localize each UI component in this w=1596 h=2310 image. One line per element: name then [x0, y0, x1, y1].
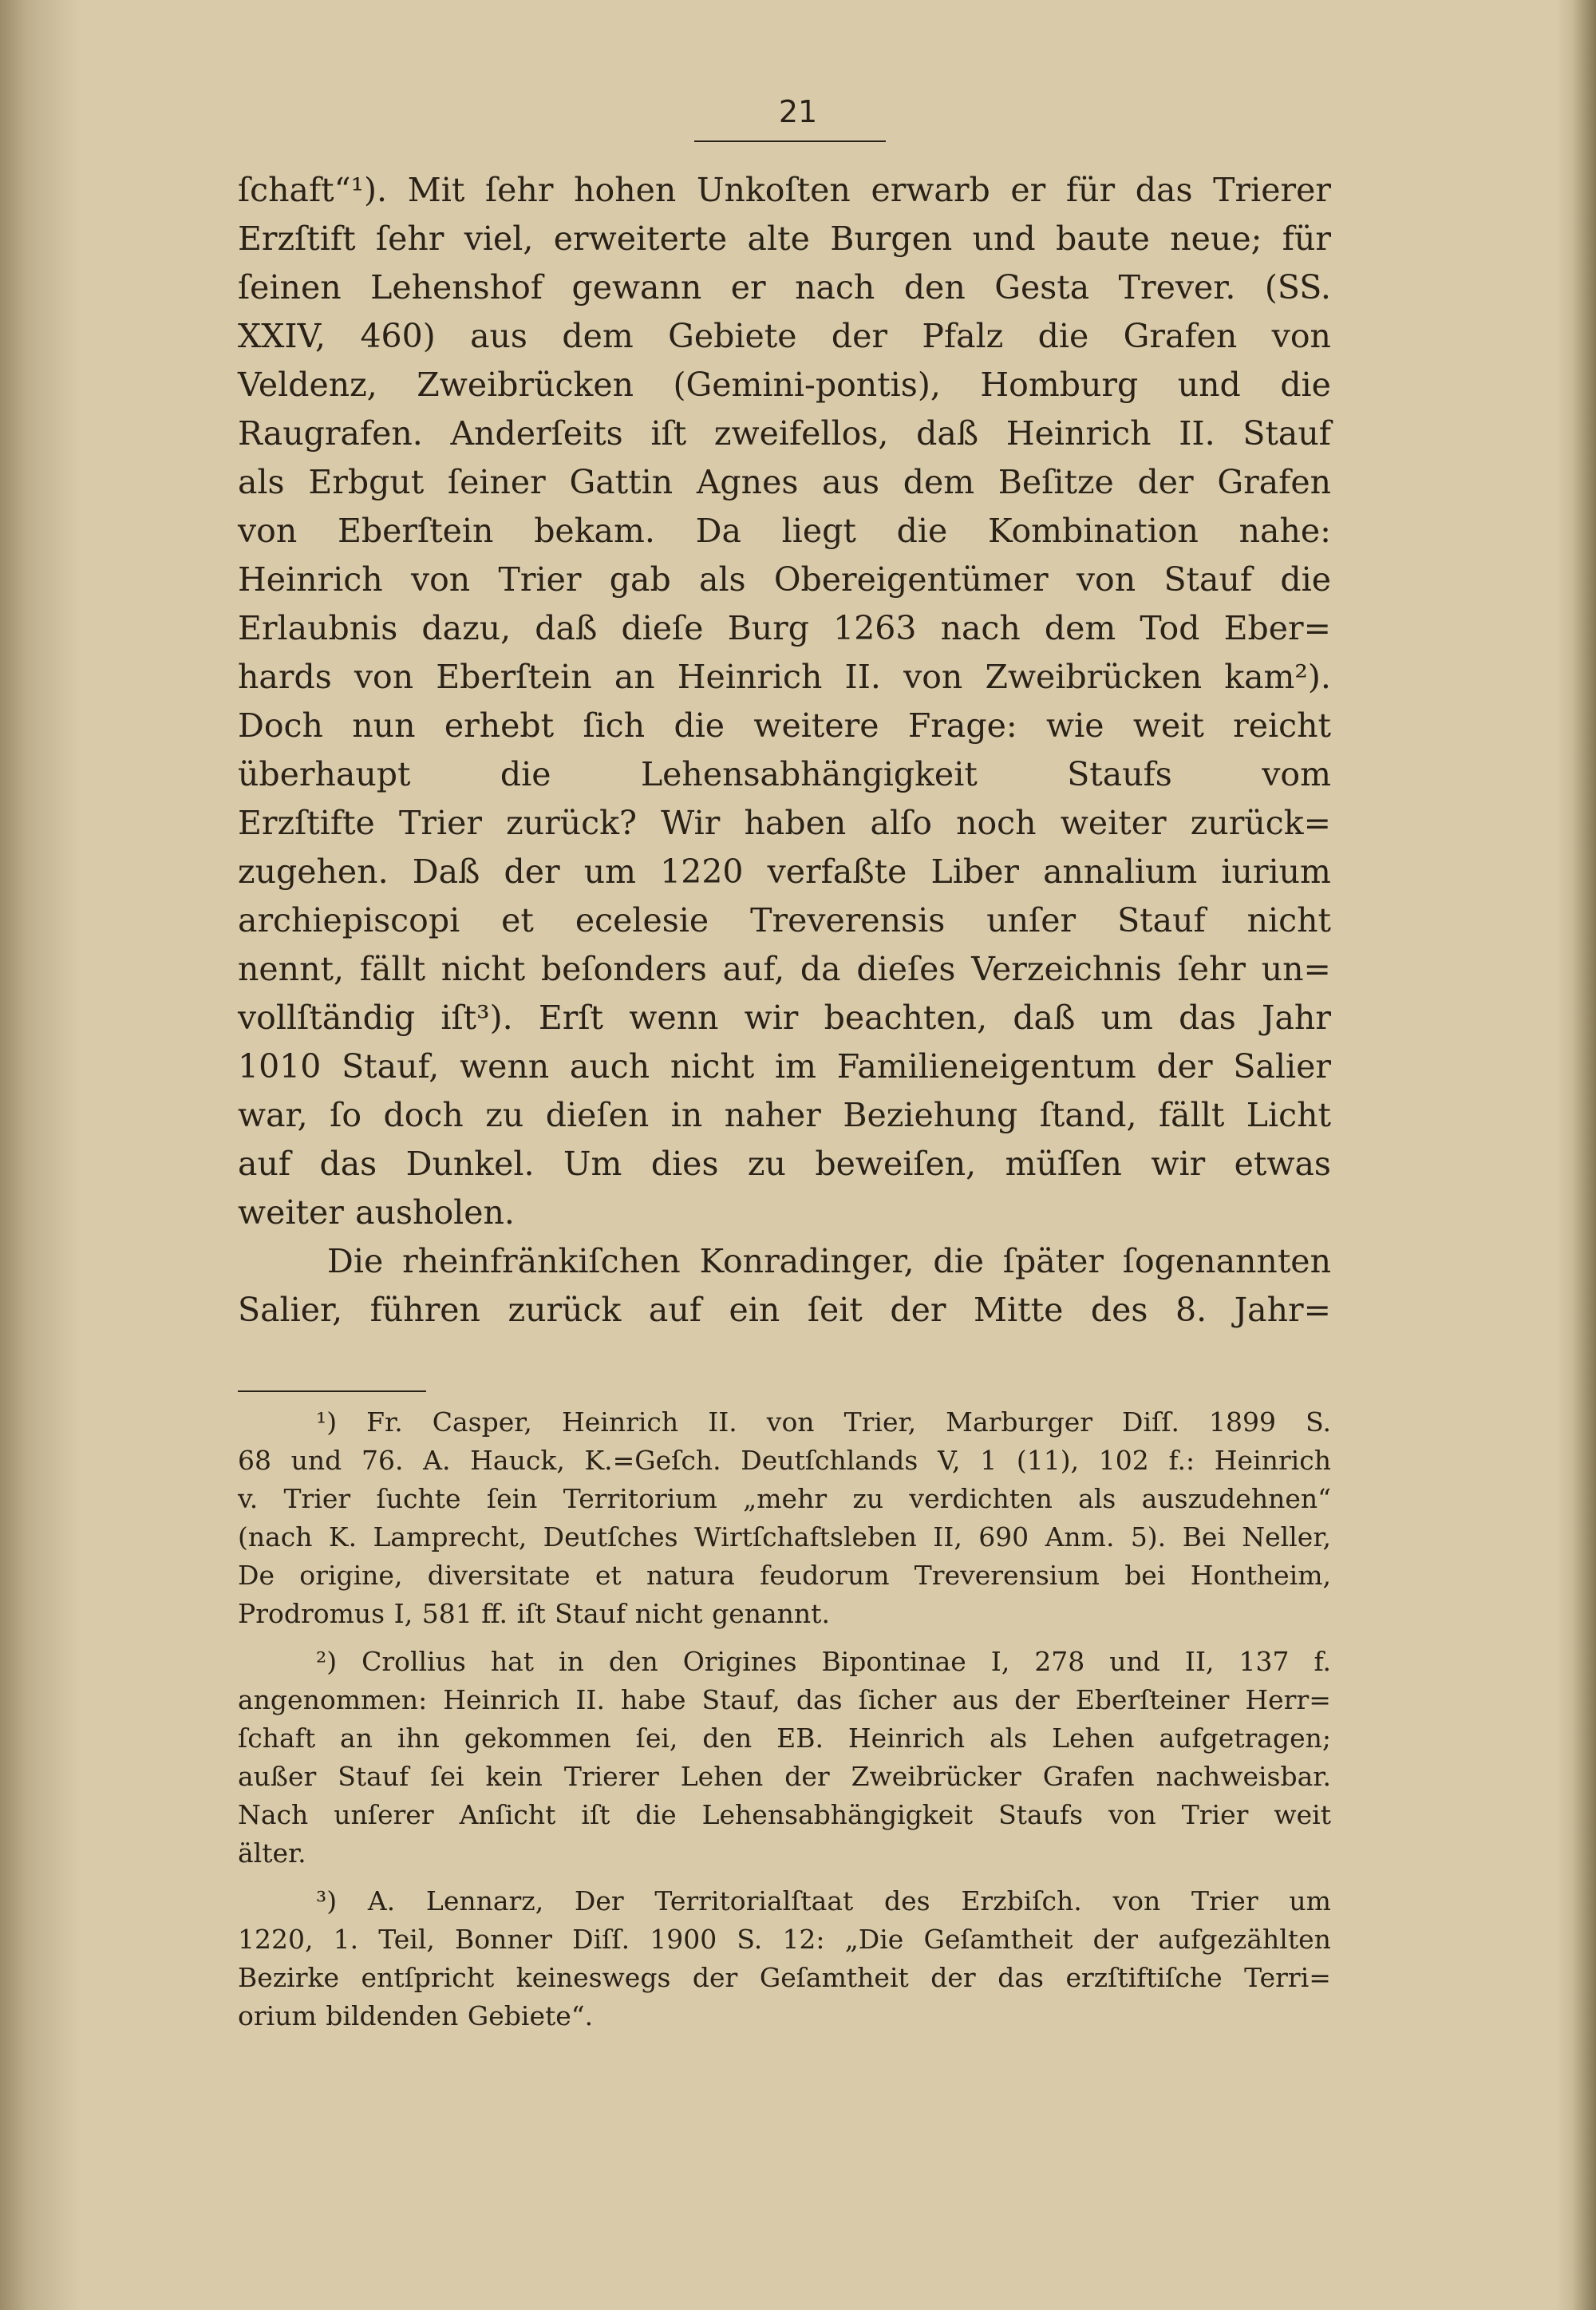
footnote-separator — [238, 1390, 426, 1392]
footnote-3-line: 1220, 1. Teil, Bonner Diſſ. 1900 S. 12: „Die Geſamtheit der aufgezählten — [238, 1924, 1331, 1955]
footnote-3-line: orium bildenden Gebiete“. — [238, 2000, 594, 2031]
text-line: auf das Dunkel. Um dies zu beweiſen, müſſen wir etwas — [238, 1145, 1331, 1183]
text-line: Erlaubnis dazu, daß dieſe Burg 1263 nach dem Tod Eber= — [238, 609, 1331, 647]
text-line: ſeinen Lehenshof gewann er nach den Gesta Trever. (SS. — [238, 268, 1331, 307]
text-line: Die rheinfränkiſchen Konradinger, die ſpäter ſogenannten — [327, 1242, 1331, 1280]
footnote-3-line: ³) A. Lennarz, Der Territorialſtaat des Erzbiſch. von Trier um — [316, 1885, 1331, 1916]
footnote-1-line: ¹) Fr. Casper, Heinrich II. von Trier, Marburger Diſſ. 1899 S. — [316, 1406, 1331, 1438]
text-line: als Erbgut ſeiner Gattin Agnes aus dem Beſitze der Grafen — [238, 463, 1331, 501]
footnote-2-line: Nach unſerer Anſicht iſt die Lehensabhängigkeit Staufs von Trier weit — [238, 1799, 1331, 1830]
text-line: Erzſtifte Trier zurück? Wir haben alſo noch weiter zurück= — [238, 804, 1331, 842]
main-text — [238, 166, 1331, 1335]
text-line: zugehen. Daß der um 1220 verfaßte Liber annalium iurium — [238, 852, 1331, 891]
footnote-2-line: angenommen: Heinrich II. habe Stauf, das ſicher aus der Eberſteiner Herr= — [238, 1684, 1331, 1715]
page-number-rule — [694, 140, 886, 142]
text-line: Doch nun erhebt ſich die weitere Frage: wie weit reicht — [238, 706, 1331, 745]
text-line: hards von Eberſtein an Heinrich II. von Zweibrücken kam²). — [238, 658, 1331, 696]
footnote-1-line: Prodromus I, 581 ff. iſt Stauf nicht genannt. — [238, 1598, 830, 1629]
page-number: 21 — [778, 94, 818, 129]
text-line: XXIV, 460) aus dem Gebiete der Pfalz die Grafen von — [238, 317, 1331, 355]
text-line: 1010 Stauf, wenn auch nicht im Familieneigentum der Salier — [238, 1047, 1331, 1086]
footnote-1-line: 68 und 76. A. Hauck, K.=Geſch. Deutſchlands V, 1 (11), 102 f.: Heinrich — [238, 1445, 1331, 1476]
footnote-2-line: ²) Crollius hat in den Origines Bipontinae I, 278 und II, 137 f. — [316, 1646, 1331, 1677]
footnotes — [238, 1403, 1331, 2035]
footnote-2-line: außer Stauf ſei kein Trierer Lehen der Zweibrücker Grafen nachweisbar. — [238, 1761, 1331, 1792]
text-line: Heinrich von Trier gab als Obereigentümer von Stauf die — [238, 560, 1331, 599]
book-binding-shadow-left — [0, 0, 80, 2310]
footnote-1-line: De origine, diversitate et natura feudorum Treverensium bei Hontheim, — [238, 1560, 1331, 1591]
book-binding-shadow-right — [1556, 0, 1596, 2310]
text-line: war, ſo doch zu dieſen in naher Beziehung ſtand, fällt Licht — [238, 1096, 1331, 1134]
text-line: vollſtändig iſt³). Erſt wenn wir beachten, daß um das Jahr — [238, 999, 1331, 1037]
footnote-2-line: älter. — [238, 1837, 306, 1869]
text-line: Veldenz, Zweibrücken (Gemini-pontis), Homburg und die — [238, 366, 1331, 404]
text-line: Salier, führen zurück auf ein ſeit der Mitte des 8. Jahr= — [238, 1291, 1331, 1329]
footnote-3-line: Bezirke entſpricht keineswegs der Geſamtheit der das erzſtiftiſche Terri= — [238, 1962, 1331, 1993]
footnote-1-line: v. Trier ſuchte ſein Territorium „mehr zu verdichten als auszudehnen“ — [238, 1483, 1331, 1514]
text-line: weiter ausholen. — [238, 1193, 515, 1232]
text-line: Raugrafen. Anderſeits iſt zweifellos, daß Heinrich II. Stauf — [238, 414, 1331, 453]
footnote-2-line: ſchaft an ihn gekommen ſei, den EB. Heinrich als Lehen aufgetragen; — [238, 1723, 1331, 1754]
text-line: ſchaft“¹). Mit ſehr hohen Unkoſten erwarb er für das Trierer — [238, 171, 1331, 209]
text-line: Erzſtift ſehr viel, erweiterte alte Burgen und baute neue; für — [238, 220, 1331, 258]
text-line: archiepiscopi et ecelesie Treverensis unſer Stauf nicht — [238, 901, 1331, 939]
text-line: nennt, fällt nicht beſonders auf, da dieſes Verzeichnis ſehr un= — [238, 950, 1331, 988]
text-line: überhaupt die Lehensabhängigkeit Staufs vom — [238, 755, 1331, 793]
text-line: von Eberſtein bekam. Da liegt die Kombination nahe: — [238, 512, 1331, 550]
footnote-1-line: (nach K. Lamprecht, Deutſches Wirtſchaftsleben II, 690 Anm. 5). Bei Neller, — [238, 1521, 1331, 1553]
